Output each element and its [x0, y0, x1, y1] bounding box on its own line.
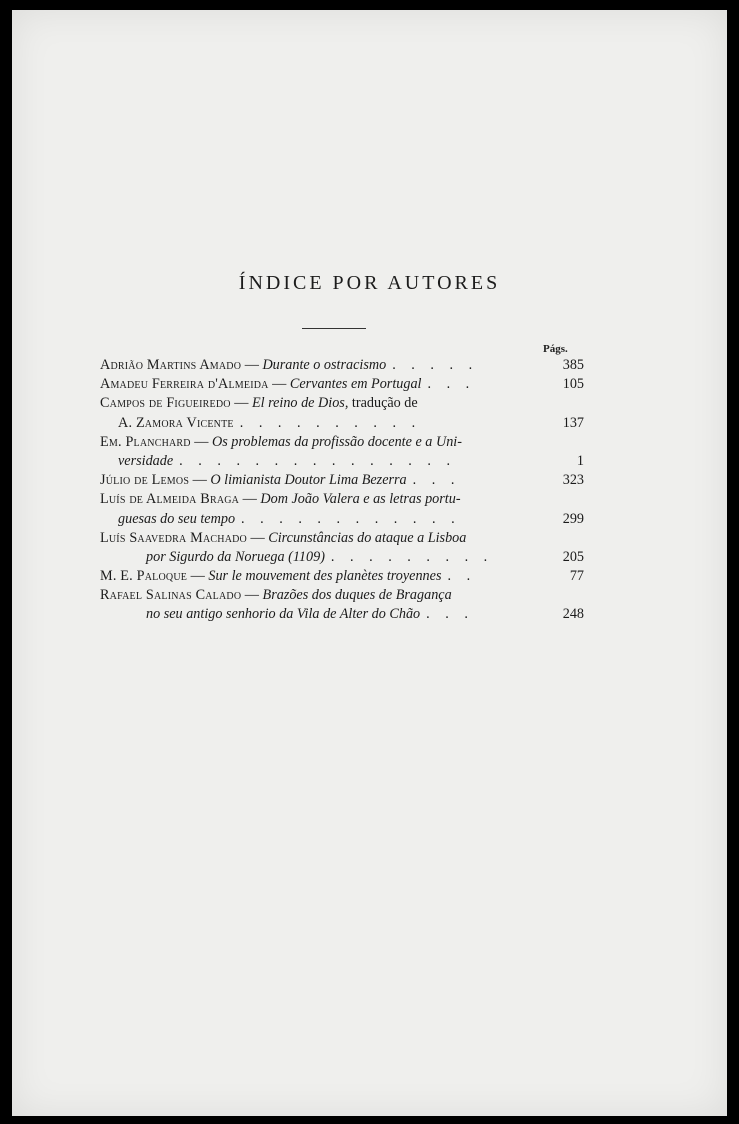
leader-dots: . . . — [427, 376, 476, 393]
author-index — [100, 356, 584, 625]
entry-author: Amadeu Ferreira d'Almeida — [100, 376, 269, 393]
entry-page: 1 — [576, 452, 584, 469]
entry-work: Os problemas da profissão docente e a Uni- — [211, 433, 462, 450]
entry-work: Brazões dos duques de Bragança — [262, 587, 452, 604]
leader-dots: . . . — [412, 472, 461, 489]
index-entry: Amadeu Ferreira d'Almeida — Cervantes em Portugal . . . 105 — [100, 375, 584, 394]
entry-author: Rafael Salinas Calado — [100, 587, 242, 604]
leader-dots: . . . — [426, 606, 474, 623]
index-entry: Luís de Almeida Braga — Dom João Valera e as letras portu- guesas do seu tempo . . . . . . . . . . . . 299 — [100, 490, 584, 528]
entry-page: 105 — [562, 376, 584, 393]
entry-work: Circunstâncias do ataque a Lisboa — [268, 529, 467, 546]
index-entry: Rafael Salinas Calado — Brazões dos duques de Bragança no seu antigo senhorio da Vila de Alter do Chão . . . 248 — [100, 586, 584, 624]
entry-author: Campos de Figueiredo — [100, 395, 231, 412]
entry-translator: A. Zamora Vicente — [118, 414, 234, 431]
index-entry: M. E. Paloque — Sur le mouvement des planètes troyennes . . 77 — [100, 567, 584, 586]
index-entry: Campos de Figueiredo — El reino de Dios, tradução de A. Zamora Vicente . . . . . . . . . . 137 — [100, 394, 584, 432]
entry-page: 299 — [562, 510, 584, 527]
entry-work-continued: guesas do seu tempo — [118, 510, 236, 527]
entry-page: 77 — [569, 568, 584, 585]
entry-page: 323 — [562, 472, 584, 489]
entry-page: 205 — [562, 548, 584, 565]
entry-work: El reino de Dios, — [251, 395, 349, 412]
entry-page: 137 — [562, 414, 584, 431]
page-title: ÍNDICE POR AUTORES — [238, 272, 501, 294]
leader-dots: . . . . . . . . . . — [239, 414, 422, 431]
entry-work: Cervantes em Portugal — [289, 376, 422, 393]
entry-work: Dom João Valera e as letras portu- — [260, 491, 461, 508]
title-rule — [302, 328, 366, 329]
index-entry: Júlio de Lemos — O limianista Doutor Lima Bezerra . . . 323 — [100, 471, 584, 490]
leader-dots: . . . . . . . . . . . . — [241, 510, 461, 527]
index-entry: Luís Saavedra Machado — Circunstâncias do ataque a Lisboa por Sigurdo da Noruega (1109) . . . . . . . . . 205 — [100, 529, 584, 567]
entry-work: O limianista Doutor Lima Bezerra — [210, 472, 407, 489]
pages-column-label: Págs. — [543, 343, 568, 355]
entry-tail: tradução de — [348, 395, 418, 412]
leader-dots: . . — [447, 568, 477, 585]
entry-author: M. E. Paloque — [100, 568, 188, 585]
entry-page: 248 — [562, 606, 584, 623]
leader-dots: . . . . . — [392, 357, 479, 373]
entry-author: Luís Saavedra Machado — [100, 529, 247, 546]
leader-dots: . . . . . . . . . . . . . . . — [179, 452, 457, 469]
entry-author: Júlio de Lemos — [100, 472, 190, 489]
entry-page: 385 — [562, 357, 584, 373]
entry-work-continued: no seu antigo senhorio da Vila de Alter do Chão — [146, 606, 421, 623]
entry-work-continued: por Sigurdo da Noruega (1109) — [146, 548, 325, 565]
entry-author: Em. Planchard — [100, 433, 191, 450]
leader-dots: . . . . . . . . . — [330, 548, 494, 565]
entry-work: Sur le mouvement des planètes troyennes — [208, 568, 442, 585]
entry-work-continued: versidade — [118, 452, 174, 469]
entry-work: Durante o ostracismo — [262, 357, 387, 373]
index-entry: Adrião Martins Amado — Durante o ostracismo . . . . . 385 — [100, 356, 584, 375]
document-page — [12, 10, 727, 1116]
entry-author: Adrião Martins Amado — [100, 357, 242, 373]
index-entry: Em. Planchard — Os problemas da profissão docente e a Uni- versidade . . . . . . . . . . . . . . . 1 — [100, 433, 584, 471]
entry-author: Luís de Almeida Braga — [100, 491, 240, 508]
